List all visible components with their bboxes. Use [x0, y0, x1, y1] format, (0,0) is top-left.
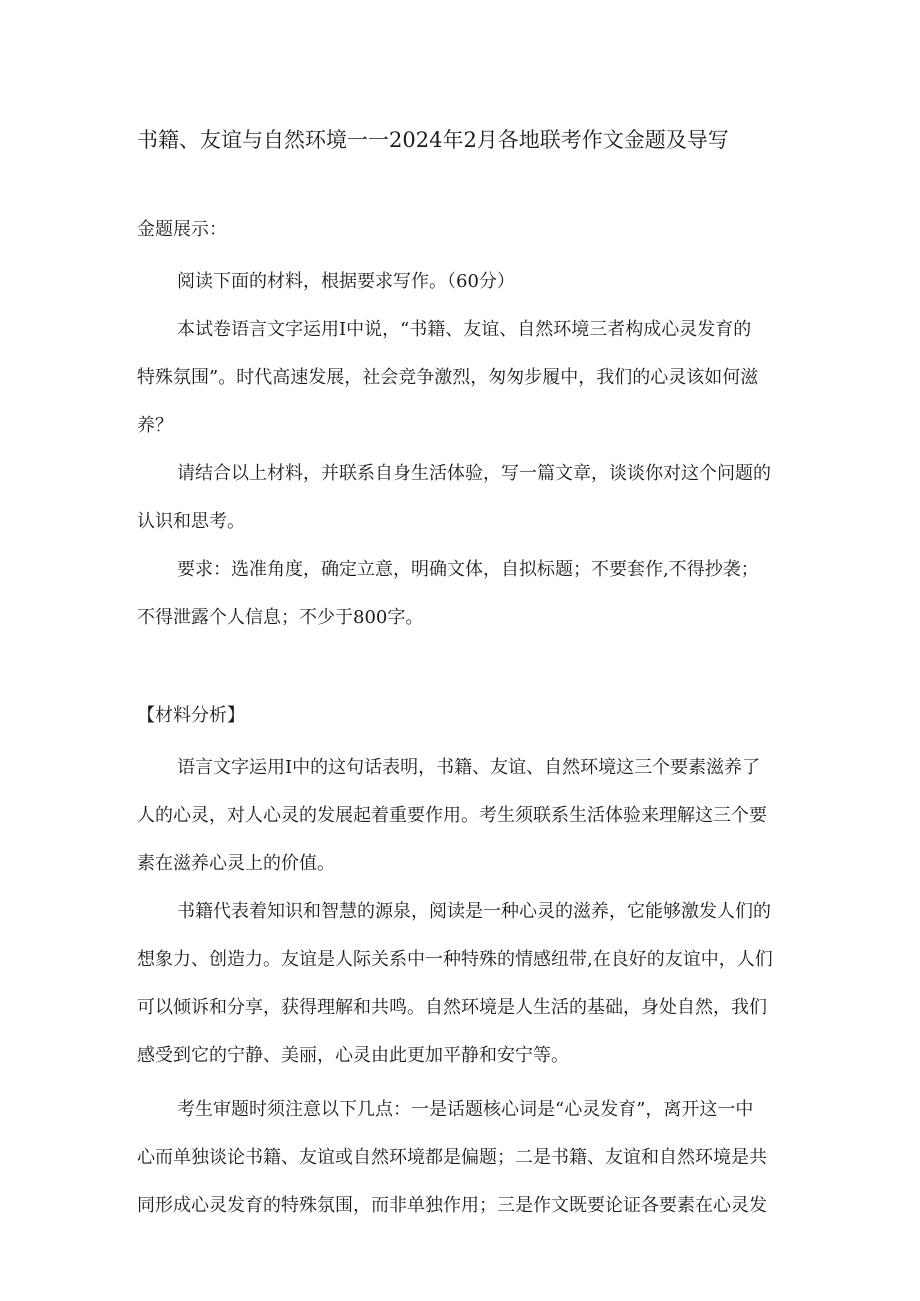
text-line: 素在滋养心灵上的价值。	[137, 853, 335, 874]
text-line: 请结合以上材料，并联系自身生活体验，写一篇文章，谈谈你对这个问题的	[177, 463, 771, 484]
prompt-paragraph	[137, 258, 787, 306]
section-heading-analysis: 【材料分析】	[137, 705, 245, 726]
text-line: 可以倾诉和分享，获得理解和共鸣。自然环境是人生活的基础，身处自然，我们	[137, 997, 767, 1018]
text-line: 不得泄露个人信息；不少于800字。	[137, 607, 424, 628]
text-line: 书籍代表着知识和智慧的源泉，阅读是一种心灵的滋养，它能够激发人们的	[177, 901, 771, 922]
text-line: 心而单独谈论书籍、友谊或自然环境都是偏题；二是书籍、友谊和自然环境是共	[137, 1147, 767, 1168]
text-line: 同形成心灵发育的特殊氛围，而非单独作用；三是作文既要论证各要素在心灵发	[137, 1195, 767, 1216]
text-line: 本试卷语言文字运用Ⅰ中说，“书籍、友谊、自然环境三者构成心灵发育的	[177, 319, 752, 340]
analysis-paragraph	[137, 744, 787, 888]
prompt-paragraph	[137, 306, 787, 450]
section-heading-prompt: 金题展示：	[137, 219, 227, 240]
analysis-paragraph	[137, 1086, 787, 1230]
text-line: 语言文字运用Ⅰ中的这句话表明，书籍、友谊、自然环境这三个要素滋养了	[177, 757, 761, 778]
text-line: 想象力、创造力。友谊是人际关系中一种特殊的情感纽带,在良好的友谊中，人们	[137, 949, 773, 970]
document-title: 书籍、友谊与自然环境一一2024年2月各地联考作文金题及导写	[137, 128, 729, 152]
analysis-paragraph	[137, 888, 787, 1080]
text-line: 要求：选准角度，确定立意，明确文体，自拟标题；不要套作,不得抄袭；	[177, 559, 759, 580]
text-line: 阅读下面的材料，根据要求写作。（60分）	[177, 271, 515, 292]
text-line: 人的心灵，对人心灵的发展起着重要作用。考生须联系生活体验来理解这三个要	[137, 805, 767, 826]
prompt-paragraph	[137, 450, 787, 546]
prompt-paragraph	[137, 546, 787, 642]
text-line: 养？	[137, 415, 173, 436]
text-line: 特殊氛围”。时代高速发展，社会竞争激烈，匆匆步履中，我们的心灵该如何滋	[137, 367, 759, 388]
text-line: 认识和思考。	[137, 511, 245, 532]
text-line: 感受到它的宁静、美丽，心灵由此更加平静和安宁等。	[137, 1045, 569, 1066]
text-line: 考生审题时须注意以下几点：一是话题核心词是“心灵发育”，离开这一中	[177, 1099, 754, 1120]
